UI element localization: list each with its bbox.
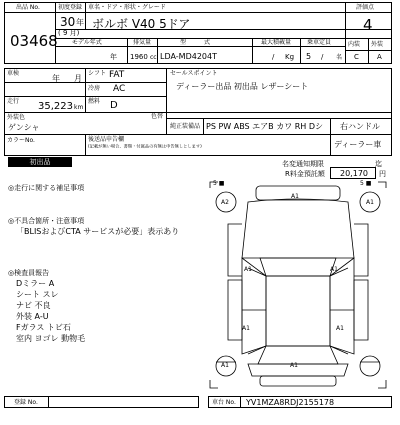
- damage-label: A2: [221, 199, 229, 206]
- inspector-line: 室内 ヨゴレ 動物毛: [16, 334, 86, 343]
- recycle-label: R料金預託額: [285, 170, 325, 178]
- damage-label: A1: [290, 362, 298, 369]
- mileage: 35,223: [38, 101, 73, 112]
- handle-side: 右ハンドル: [340, 122, 380, 131]
- shift: FAT: [109, 70, 125, 80]
- displacement-unit: cc: [150, 54, 157, 61]
- model-year-unit: 年: [110, 53, 117, 61]
- chassis-label: 車台 No.: [212, 399, 236, 406]
- warranty-label: 後送品申告欄: [88, 136, 125, 143]
- selling-point: ディーラー出品 初出品 レザーシート: [176, 82, 309, 91]
- capacity-label: 乗車定員: [307, 39, 332, 46]
- equipment-label: 純正装備品: [170, 123, 201, 130]
- color-no-label: カラーNo.: [7, 137, 35, 144]
- lot-no-label: 出品 No.: [16, 4, 40, 11]
- damage-label: A1: [221, 362, 229, 369]
- color-change-label: 色替: [151, 113, 164, 120]
- max-load-unit: Kg: [285, 53, 295, 61]
- ext-color-label: 外装色: [7, 114, 26, 121]
- car-name-label: 車名・ドア・形状・グレード: [88, 4, 166, 11]
- displacement-label: 排気量: [133, 39, 152, 46]
- model-year-label: モデル年式: [72, 39, 102, 46]
- capacity: 5: [306, 52, 312, 61]
- first-reg-year: 30: [60, 15, 76, 29]
- car-name: ボルボ V40 5ドア: [92, 17, 191, 31]
- dealer-car: ディーラー車: [334, 140, 382, 149]
- lot-no: 03468: [10, 32, 58, 50]
- recycle-amount: 20,170: [340, 169, 368, 178]
- window-mark-left: 5 ■: [213, 180, 225, 187]
- capacity-slash: /: [321, 53, 324, 61]
- window-mark-right: 5 ■: [360, 180, 372, 187]
- max-load-slash: /: [272, 53, 275, 61]
- inspector-line: Fガラス トビ石: [16, 323, 71, 332]
- mileage-label: 走行: [7, 98, 20, 105]
- first-reg-year-unit: 年: [76, 18, 84, 27]
- damage-label: A1: [330, 266, 338, 273]
- reg-no-label: 登録 No.: [14, 399, 38, 406]
- ac: AC: [113, 84, 126, 94]
- damage-label: A1: [366, 199, 374, 206]
- inspector-line: Dミラー A: [16, 279, 55, 288]
- capacity-unit: 名: [336, 54, 343, 61]
- tax-period-label: 名変通知期限: [282, 160, 324, 168]
- model: LDA-MD4204T: [160, 52, 217, 61]
- interior-label: 内装: [348, 41, 361, 48]
- exterior-label: 外装: [371, 41, 384, 48]
- damage-label: A1: [244, 266, 252, 273]
- model-label: 型 式: [180, 39, 211, 46]
- inspector-line: ナビ 不良: [16, 301, 51, 310]
- supplement-label: ◎走行に関する補足事項: [8, 184, 85, 192]
- tax-period-unit: 迄: [375, 160, 382, 168]
- shift-label: シフト: [88, 70, 107, 77]
- equipment: PS PW ABS エアB カワ RH Dシ: [206, 122, 324, 131]
- car-diagram: [208, 180, 388, 390]
- defect-label: ◎不具合箇所・注意事項: [8, 217, 85, 225]
- recycle-unit: 円: [379, 170, 386, 178]
- defect-text: 「BLISおよびCTA サービスが必要」表示あり: [16, 227, 180, 236]
- displacement: 1960: [130, 53, 148, 61]
- chassis-no: YV1MZA8RDJ2155178: [246, 398, 335, 407]
- interior-grade: C: [354, 53, 359, 61]
- ext-color: ゲンシャ: [8, 123, 40, 132]
- first-reg-label: 初度登録: [58, 4, 83, 11]
- inspector-label: ◎検査員報告: [8, 269, 50, 277]
- inspector-line: 外装 A-U: [16, 312, 49, 321]
- damage-label: A1: [242, 325, 250, 332]
- first-reg-month: ( 9 月): [58, 29, 80, 37]
- warranty-note: (記載が無い場合、書類・付属品の有無は申告無しとします): [88, 144, 202, 150]
- score-label: 評価点: [356, 4, 375, 11]
- max-load-label: 最大積載量: [261, 39, 292, 46]
- mileage-unit: km: [74, 104, 84, 111]
- selling-point-label: セールスポイント: [170, 70, 218, 77]
- score: 4: [363, 16, 373, 34]
- damage-label: A1: [336, 325, 344, 332]
- fuel: D: [110, 100, 118, 111]
- fuel-label: 燃料: [88, 98, 101, 105]
- inspector-line: シート スレ: [16, 290, 59, 299]
- first-listing-badge: 初出品: [8, 157, 72, 167]
- damage-label: A1: [291, 193, 299, 200]
- inspection-label: 車検: [7, 70, 20, 77]
- inspection-year-unit: 年: [52, 74, 60, 83]
- exterior-grade: A: [377, 53, 382, 61]
- ac-label: 冷房: [88, 85, 101, 92]
- inspection-month-unit: 月: [74, 74, 82, 83]
